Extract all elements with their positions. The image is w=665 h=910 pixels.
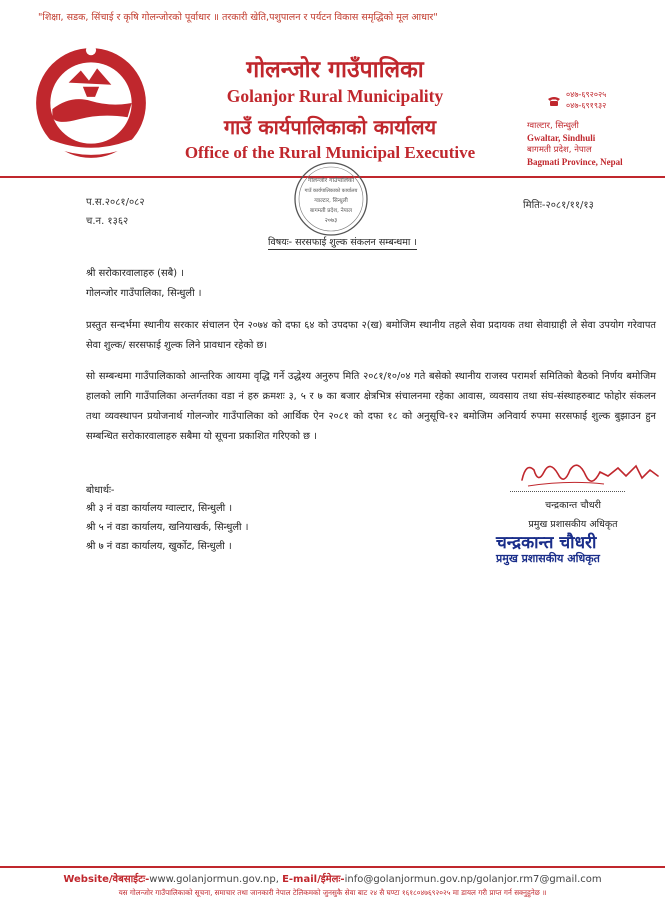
- signature-line: [510, 491, 625, 492]
- cc-item-1: श्री ३ नं वडा कार्यालय ग्वाल्टार, सिन्धुली ।: [86, 503, 233, 514]
- phone-numbers: [566, 89, 606, 111]
- stamp-line-3: ग्वाल्टार, सिन्धुली: [314, 198, 348, 204]
- cc-list: [86, 499, 248, 556]
- phone-icon: [547, 96, 561, 106]
- municipality-name-nepali: गोलन्जोर गाउँपालिका: [246, 57, 424, 83]
- nepal-emblem-logo: [30, 42, 152, 164]
- letter-subject: विषयः- सरसफाई शुल्क संकलन सम्बन्धमा ।: [268, 237, 417, 248]
- office-name-english: Office of the Rural Municipal Executive: [184, 143, 476, 162]
- municipality-name-english: Golanjor Rural Municipality: [226, 86, 444, 106]
- office-seal-stamp: [292, 160, 370, 238]
- reference-block: [86, 193, 145, 231]
- body-paragraph-1: प्रस्तुत सन्दर्भमा स्थानीय सरकार संचालन ऐन २०७४ को दफा ६४ को उपदफा २(ख) बमोजिम स्थानीय तहले सेवा प्रदायक तथा सेवाग्राही ले सेवा उपयोग गरेवापत सेवा शुल्क/ सरसफाई शुल्क लिने प्रावधान रहेको छ।: [86, 320, 656, 351]
- address-english: Gwaltar, Sindhuli: [527, 133, 596, 143]
- stamp-line-4: बागमती प्रदेश, नेपाल: [310, 208, 352, 214]
- website-label: Website/वेबसाईटः-: [63, 874, 150, 885]
- dispatch-number: च.न. १३६२: [86, 216, 129, 227]
- website-link[interactable]: www.golanjormun.gov.np,: [149, 874, 279, 885]
- email-link[interactable]: info@golanjormun.gov.np/golanjor.rm7@gmail.com: [344, 874, 602, 885]
- stamp-year: २०७३: [324, 217, 338, 224]
- stamp-line-2: गाउँ कार्यपालिकाको कार्यालय: [304, 188, 358, 194]
- cc-item-2: श्री ५ नं वडा कार्यालय, खनियाखर्क, सिन्धुली ।: [86, 522, 249, 533]
- signer-title: प्रमुख प्रशासकीय अधिकृत: [528, 519, 618, 530]
- ref-number: प.स.२०८१/०८२: [86, 197, 145, 208]
- title-seal: प्रमुख प्रशासकीय अधिकृत: [496, 552, 600, 565]
- footer-divider: [0, 866, 665, 868]
- cc-title: बोधार्थः-: [86, 485, 115, 496]
- email-label: E-mail/ईमेलः-: [282, 874, 345, 885]
- phone-number-1: ०४७-६९२०२५: [566, 90, 607, 99]
- recipient-line-2: गोलन्जोर गाउँपालिका, सिन्धुली ।: [86, 288, 202, 299]
- handwritten-signature: [508, 450, 665, 495]
- recipient-block: [86, 264, 201, 304]
- phone-number-2: ०४७-६९१९३२: [566, 101, 607, 110]
- province-nepali: बागमती प्रदेश, नेपाल: [527, 145, 592, 155]
- letter-date: मितिः-२०८१/११/१३: [523, 200, 594, 211]
- address-nepali: ग्वाल्टार, सिन्धुली: [527, 121, 579, 131]
- signer-block: [498, 496, 648, 534]
- office-address: [527, 120, 647, 168]
- recipient-line-1: श्री सरोकारवालाहरु (सबै) ।: [86, 268, 184, 279]
- office-name-nepali: गाउँ कार्यपालिकाको कार्यालय: [223, 115, 437, 139]
- signer-name: चन्द्रकान्त चौधरी: [545, 500, 601, 511]
- stamp-line-1: गोलन्जोर गाउँपालिका: [307, 177, 355, 184]
- header-slogan: "शिक्षा, सडक, सिंचाई र कृषि गोलन्जोरको पूर्वाधार ॥ तरकारी खेति,पशुपालन र पर्यटन विकास समृद्धिको मूल आधार": [38, 12, 438, 23]
- name-seal: चन्द्रकान्त चौधरी: [496, 533, 597, 553]
- cc-item-3: श्री ७ नं वडा कार्यालय, खुर्कोट, सिन्धुली ।: [86, 541, 232, 552]
- footer-notice: यस गोलन्जोर गाउँपालिकाको सूचना, समाचार तथा जानकारी नेपाल टेलिकमको जुनसुकै सेवा बाट २४ सै घण्टा १६१८०४७६९२०२५ मा डायल गरी प्राप्त गर्न सक्नुहुनेछ ॥: [118, 888, 547, 897]
- province-english: Bagmati Province, Nepal: [527, 157, 623, 167]
- footer-contact: [0, 871, 665, 885]
- body-paragraph-2: सो सम्बन्धमा गाउँपालिकाको आन्तरिक आयमा वृद्धि गर्ने उद्धेश्य अनुरुप मिति २०८१/१०/०४ गते बसेको स्थानीय राजस्व परामर्श समितिको बैठको निर्णय बमोजिम हालको लागि गाउँपालिका अन्तर्गतका वडा नं हरु क्रमशः ३, ५ र ७ का बजार क्षेत्रभित्र संचालनमा रहेका आवास, व्यवसाय तथा संघ-संस्थाहरुबाट फोहोर संकलन तथा व्यवस्थापन प्रयोजनार्थ गोलन्जोर गाउँपालिका को आर्थिक ऐन २०८१ को दफा १८ को अनुसूचि-१२ बमोजिम अनिवार्य रुपमा सरसफाई शुल्क बुझाउन हुन सम्बन्धित सरोकारवालाहरु सबैमा यो सूचना प्रकाशित गरिएको छ ।: [86, 371, 656, 442]
